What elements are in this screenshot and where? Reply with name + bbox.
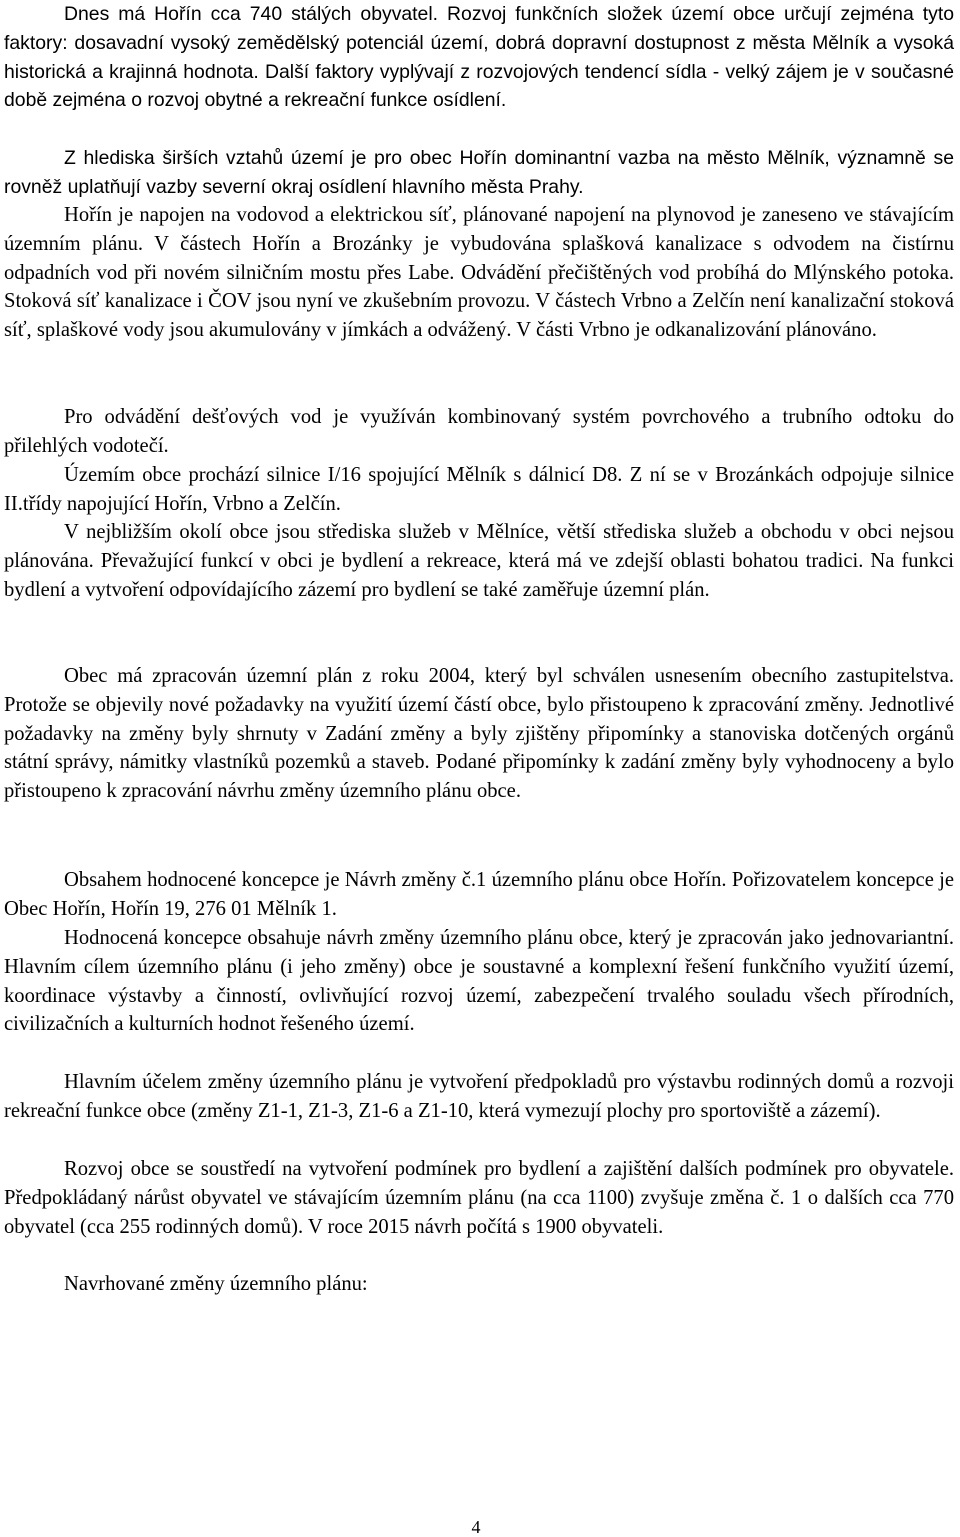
document-page xyxy=(4,0,954,1537)
paragraph-main-purpose: Hlavním účelem změny územního plánu je vytvoření předpokladů pro výstavbu rodinných domů a rozvoji rekreační funkce obce (změny Z1-1, Z1-3, Z1-6 a Z1-10, která vymezují plochy pro sportoviště a zázemí). xyxy=(4,1071,954,1122)
paragraph-services: V nejbližším okolí obce jsou střediska služeb v Mělníce, větší střediska služeb a obchodu v obci nejsou plánována. Převažující funkcí v obci je bydlení a rekreace, která má ve zdejší oblasti bohatou tradici. Na funkci bydlení a vytvoření odpovídajícího zázemí pro bydlení se také zaměřuje územní plán. xyxy=(4,521,954,601)
paragraph-development: Rozvoj obce se soustředí na vytvoření podmínek pro bydlení a zajištění dalších podmínek pro obyvatele. Předpokládaný nárůst obyvatel ve stávajícím územním plánu (na cca 1100) zvyšuje změna č. 1 o dalších cca 770 obyvatel (cca 255 rodinných domů). V roce 2015 návrh počítá s 1900 obyvateli. xyxy=(4,1158,954,1238)
paragraph-concept-variants: Hodnocená koncepce obsahuje návrh změny územního plánu obce, který je zpracován jako jednovariantní. Hlavním cílem územního plánu (i jeho změny) obce je soustavné a komplexní řešení funkčního využití území, koordinace výstavby a činností, ovlivňující rozvoj území, zabezpečení trvalého souladu všech přírodních, civilizačních a kulturních hodnot řešeného území. xyxy=(4,927,954,1036)
paragraph-rainwater: Pro odvádění dešťových vod je využíván kombinovaný systém povrchového a trubního odtoku do přilehlých vodotečí. xyxy=(4,406,954,457)
paragraph-utilities: Hořín je napojen na vodovod a elektrickou síť, plánované napojení na plynovod je zaneseno ve stávajícím územním plánu. V částech Hořín a Brozánky je vybudována splašková kanalizace s odvodem na čistírnu odpadních vod při novém silničním mostu přes Labe. Odvádění přečištěných vod probíhá do Mlýnského potoka. Stoková síť kanalizace i ČOV jsou nyní ve zkušebním provozu. V částech Vrbno a Zelčín není kanalizační stoková síť, splaškové vody jsou akumulovány v jímkách a odvážený. V části Vrbno je odkanalizování plánováno. xyxy=(4,204,954,342)
page-number: 4 xyxy=(471,1517,481,1537)
paragraph-proposed-changes: Navrhované změny územního plánu: xyxy=(64,1273,368,1295)
paragraph-population: Dnes má Hořín cca 740 stálých obyvatel. Rozvoj funkčních složek území obce určují zejména tyto faktory: dosavadní vysoký zemědělský potenciál území, dobrá dopravní dostupnost z města Mělník a vysoká historická a krajinná hodnota. Další faktory vyplývají z rozvojových tendencí sídla - velký zájem je v současné době zejména o rozvoj obytné a rekreační funkce osídlení. xyxy=(4,3,954,112)
paragraph-roads: Územím obce prochází silnice I/16 spojující Mělník s dálnicí D8. Z ní se v Brozánkách odpojuje silnice II.třídy napojující Hořín, Vrbno a Zelčín. xyxy=(4,464,954,515)
paragraph-wider-relations: Z hlediska širších vztahů území je pro obec Hořín dominantní vazba na město Mělník, významně se rovněž uplatňují vazby severní okraj osídlení hlavního města Prahy. xyxy=(4,147,954,198)
paragraph-concept-content: Obsahem hodnocené koncepce je Návrh změny č.1 územního plánu obce Hořín. Pořizovatelem koncepce je Obec Hořín, Hořín 19, 276 01 Mělník 1. xyxy=(4,869,954,920)
paragraph-zoning-plan: Obec má zpracován územní plán z roku 2004, který byl schválen usnesením obecního zastupitelstva. Protože se objevily nové požadavky na využití území částí obce, bylo přistoupeno k zpracování změny. Jednotlivé požadavky na změny byly shrnuty v Zadání změny a byly zjištěny připomínky a stanoviska dotčených orgánů státní správy, námitky vlastníků pozemků a staveb. Podané připomínky k zadání změny byly vyhodnoceny a bylo přistoupeno k zpracování návrhu změny územního plánu obce. xyxy=(4,665,954,803)
